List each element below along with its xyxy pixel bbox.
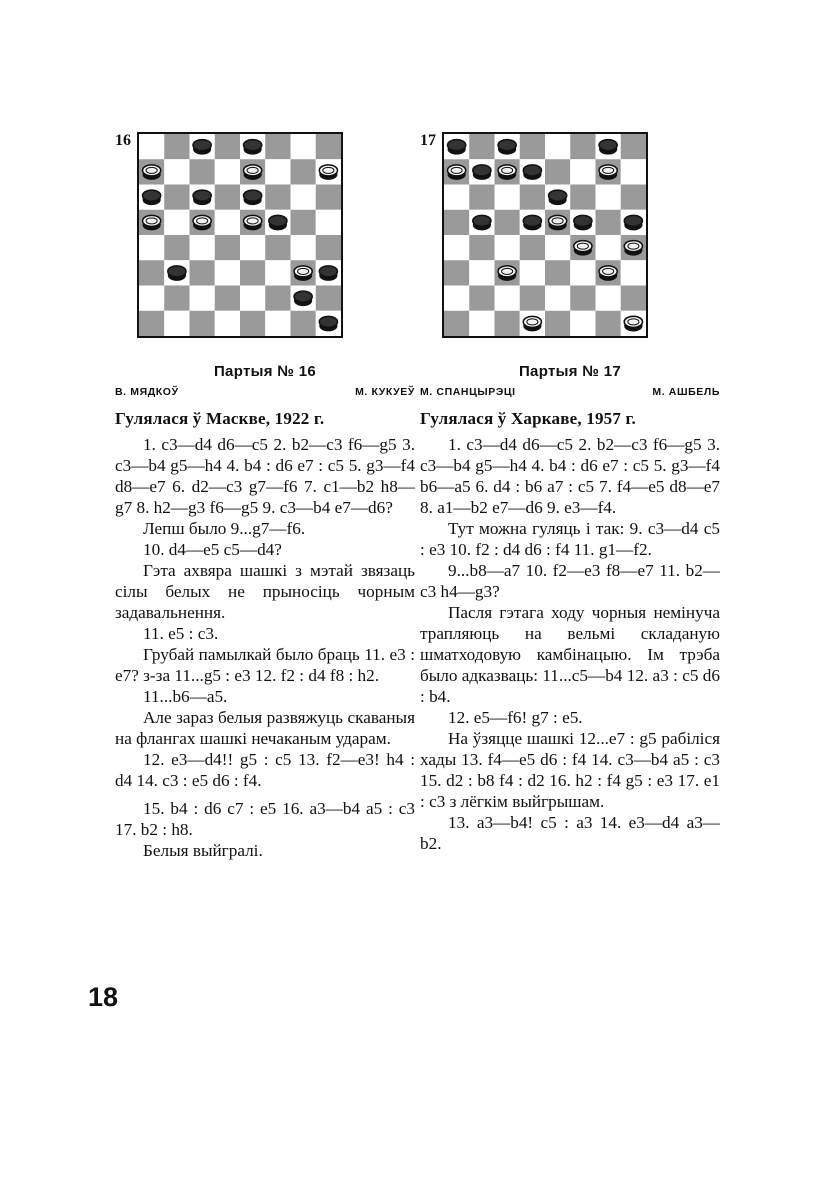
- dark-square: [265, 134, 290, 159]
- dark-square: [164, 235, 189, 260]
- dark-square: [469, 235, 494, 260]
- light-square: [164, 311, 189, 336]
- white-piece: [574, 241, 592, 256]
- dark-square: [316, 235, 341, 260]
- white-piece: [193, 215, 211, 230]
- black-piece: [624, 215, 642, 230]
- white-piece: [523, 316, 541, 331]
- diagram-number: 17: [420, 132, 436, 149]
- player-white: М. СПАНЦЫРЭЦІ: [420, 386, 516, 398]
- black-piece: [319, 316, 337, 331]
- dark-square: [240, 260, 265, 285]
- dark-square: [265, 185, 290, 210]
- light-square: [291, 185, 316, 210]
- light-square: [190, 235, 215, 260]
- left-column: [115, 120, 415, 861]
- light-square: [444, 185, 469, 210]
- dark-square: [164, 185, 189, 210]
- light-square: [444, 286, 469, 311]
- dark-square: [316, 134, 341, 159]
- black-piece: [193, 140, 211, 155]
- light-square: [570, 159, 595, 184]
- black-piece: [549, 190, 567, 205]
- light-square: [240, 235, 265, 260]
- paragraph: 11...b6—a5.: [143, 687, 228, 706]
- dark-square: [139, 260, 164, 285]
- dark-square: [570, 286, 595, 311]
- white-piece: [319, 165, 337, 180]
- light-square: [265, 159, 290, 184]
- paragraph: 12. e3—d4!! g5 : c5 13. f2—e3! h4 : d4 14. c3 : e5 d6 : f4.: [115, 750, 415, 790]
- light-square: [545, 134, 570, 159]
- dark-square: [164, 286, 189, 311]
- dark-square: [139, 311, 164, 336]
- light-square: [495, 185, 520, 210]
- diagram-number: 16: [115, 132, 131, 149]
- light-square: [215, 311, 240, 336]
- paragraph: Гэта ахвяра шашкі з мэтай звязаць сілы белых не прыносіць чорным задавальнення.: [115, 561, 415, 622]
- dark-square: [621, 286, 646, 311]
- dark-square: [291, 311, 316, 336]
- dark-square: [570, 185, 595, 210]
- game-venue: Гулялася ў Маскве, 1922 г.: [115, 409, 325, 428]
- light-square: [444, 235, 469, 260]
- dark-square: [596, 210, 621, 235]
- black-piece: [294, 291, 312, 306]
- black-piece: [269, 215, 287, 230]
- paragraph: Але зараз белыя развяжуць скаваныя на флангах шашкі нечаканым ударам.: [115, 708, 415, 748]
- dark-square: [215, 134, 240, 159]
- game-title: Партыя № 16: [213, 363, 317, 380]
- dark-square: [444, 210, 469, 235]
- light-square: [139, 134, 164, 159]
- paragraph: 1. c3—d4 d6—c5 2. b2—c3 f6—g5 3. c3—b4 g5—h4 4. b4 : d6 e7 : c5 5. g3—f4 d8—e7 6. d2—c3 g7—f6 7. c1—b2 h8—g7 8. h2—g3 f6—g5 9. c3—b4 e7—d6?: [115, 435, 415, 517]
- black-piece: [244, 190, 262, 205]
- dark-square: [215, 185, 240, 210]
- page-number: 18: [88, 982, 119, 1012]
- game-title: Партыя № 17: [518, 363, 622, 380]
- checkers-board: [442, 132, 648, 338]
- white-piece: [624, 241, 642, 256]
- dark-square: [164, 134, 189, 159]
- paragraph: 11. e5 : c3.: [143, 624, 219, 643]
- players: [420, 386, 720, 398]
- light-square: [265, 260, 290, 285]
- paragraph: 10. d4—e5 c5—d4?: [143, 540, 282, 559]
- black-piece: [319, 266, 337, 281]
- dark-square: [469, 134, 494, 159]
- dark-square: [316, 185, 341, 210]
- dark-square: [570, 134, 595, 159]
- white-piece: [143, 165, 161, 180]
- paragraph: Грубай памылкай было браць 11. e3 : e7? з-за 11...g5 : e3 12. f2 : d4 f8 : h2.: [115, 645, 415, 685]
- light-square: [215, 210, 240, 235]
- board-svg: [139, 134, 341, 336]
- light-square: [495, 235, 520, 260]
- paragraph: На ўзяцце шашкі 12...e7 : g5 рабіліся хады 13. f4—e5 d6 : f4 14. c3—b4 a5 : c3 15. d2 : b8 f4 : d2 16. h2 : f4 g5 : e3 17. e1 : c3 з лёгкім выйгрышам.: [420, 729, 720, 811]
- dark-square: [291, 159, 316, 184]
- paragraph: 1. c3—d4 d6—c5 2. b2—c3 f6—g5 3. c3—b4 g5—h4 4. b4 : d6 e7 : c5 5. g3—f4 b6—a5 6. d4 : b6 a7 : c5 7. f4—e5 d8—e7 8. a1—b2 e7—d6 9. e3—f4.: [420, 435, 720, 517]
- paragraph: 15. b4 : d6 c7 : e5 16. a3—b4 a5 : c3 17. b2 : h8.: [115, 799, 415, 839]
- white-piece: [294, 266, 312, 281]
- light-square: [596, 185, 621, 210]
- light-square: [469, 311, 494, 336]
- white-piece: [143, 215, 161, 230]
- light-square: [316, 210, 341, 235]
- paragraph: 9...b8—a7 10. f2—e3 f8—e7 11. b2—c3 h4—g3?: [420, 561, 720, 601]
- white-piece: [244, 215, 262, 230]
- game-moves: [115, 434, 415, 861]
- light-square: [596, 235, 621, 260]
- light-square: [596, 286, 621, 311]
- checkers-board: [137, 132, 343, 338]
- dark-square: [596, 311, 621, 336]
- light-square: [291, 134, 316, 159]
- light-square: [164, 159, 189, 184]
- dark-square: [240, 311, 265, 336]
- dark-square: [444, 260, 469, 285]
- dark-square: [190, 159, 215, 184]
- light-square: [545, 286, 570, 311]
- light-square: [190, 286, 215, 311]
- white-piece: [549, 215, 567, 230]
- game-moves: [420, 434, 720, 854]
- dark-square: [444, 311, 469, 336]
- diagram-16: [115, 120, 415, 335]
- players: [115, 386, 415, 398]
- light-square: [469, 260, 494, 285]
- dark-square: [495, 311, 520, 336]
- light-square: [139, 235, 164, 260]
- light-square: [139, 286, 164, 311]
- white-piece: [599, 266, 617, 281]
- light-square: [520, 260, 545, 285]
- player-black: М. КУКУЕЎ: [355, 386, 415, 398]
- black-piece: [448, 140, 466, 155]
- player-white: В. МЯДКОЎ: [115, 386, 179, 398]
- paragraph: Тут можна гуляць і так: 9. c3—d4 c5 : e3 10. f2 : d4 d6 : f4 11. g1—f2.: [420, 519, 720, 559]
- dark-square: [545, 159, 570, 184]
- paragraph: Пасля гэтага ходу чорныя немінуча трапляюць на вельмі складаную шматходовую камбінацыю. Ім трэба было адказваць: 11...c5—b4 12. a3 : c5 d6 : b4.: [420, 603, 720, 706]
- dark-square: [545, 311, 570, 336]
- light-square: [291, 235, 316, 260]
- light-square: [240, 286, 265, 311]
- dark-square: [190, 311, 215, 336]
- light-square: [164, 210, 189, 235]
- paragraph: Лепш было 9...g7—f6.: [143, 519, 306, 538]
- white-piece: [599, 165, 617, 180]
- light-square: [545, 235, 570, 260]
- black-piece: [523, 165, 541, 180]
- dark-square: [469, 185, 494, 210]
- dark-square: [495, 210, 520, 235]
- dark-square: [545, 260, 570, 285]
- black-piece: [193, 190, 211, 205]
- white-piece: [498, 165, 516, 180]
- white-piece: [624, 316, 642, 331]
- black-piece: [498, 140, 516, 155]
- right-column: [420, 120, 720, 854]
- paragraph: 12. e5—f6! g7 : e5.: [448, 708, 583, 727]
- light-square: [215, 260, 240, 285]
- black-piece: [574, 215, 592, 230]
- player-black: М. АШБЕЛЬ: [652, 386, 720, 398]
- light-square: [215, 159, 240, 184]
- dark-square: [190, 260, 215, 285]
- light-square: [570, 311, 595, 336]
- dark-square: [520, 185, 545, 210]
- black-piece: [599, 140, 617, 155]
- white-piece: [498, 266, 516, 281]
- game-venue: Гулялася ў Харкаве, 1957 г.: [420, 409, 636, 428]
- dark-square: [469, 286, 494, 311]
- dark-square: [215, 286, 240, 311]
- black-piece: [168, 266, 186, 281]
- dark-square: [291, 210, 316, 235]
- dark-square: [621, 185, 646, 210]
- paragraph: Белыя выйгралі.: [143, 841, 263, 860]
- dark-square: [215, 235, 240, 260]
- dark-square: [316, 286, 341, 311]
- board-svg: [444, 134, 646, 336]
- light-square: [621, 260, 646, 285]
- white-piece: [244, 165, 262, 180]
- white-piece: [448, 165, 466, 180]
- light-square: [265, 311, 290, 336]
- light-square: [495, 286, 520, 311]
- black-piece: [143, 190, 161, 205]
- black-piece: [473, 215, 491, 230]
- paragraph: 13. a3—b4! c5 : a3 14. e3—d4 a3—b2.: [420, 813, 720, 853]
- dark-square: [621, 134, 646, 159]
- black-piece: [523, 215, 541, 230]
- black-piece: [473, 165, 491, 180]
- dark-square: [520, 286, 545, 311]
- light-square: [570, 260, 595, 285]
- black-piece: [244, 140, 262, 155]
- diagram-17: [420, 120, 720, 335]
- dark-square: [520, 235, 545, 260]
- dark-square: [265, 286, 290, 311]
- light-square: [621, 159, 646, 184]
- dark-square: [265, 235, 290, 260]
- dark-square: [520, 134, 545, 159]
